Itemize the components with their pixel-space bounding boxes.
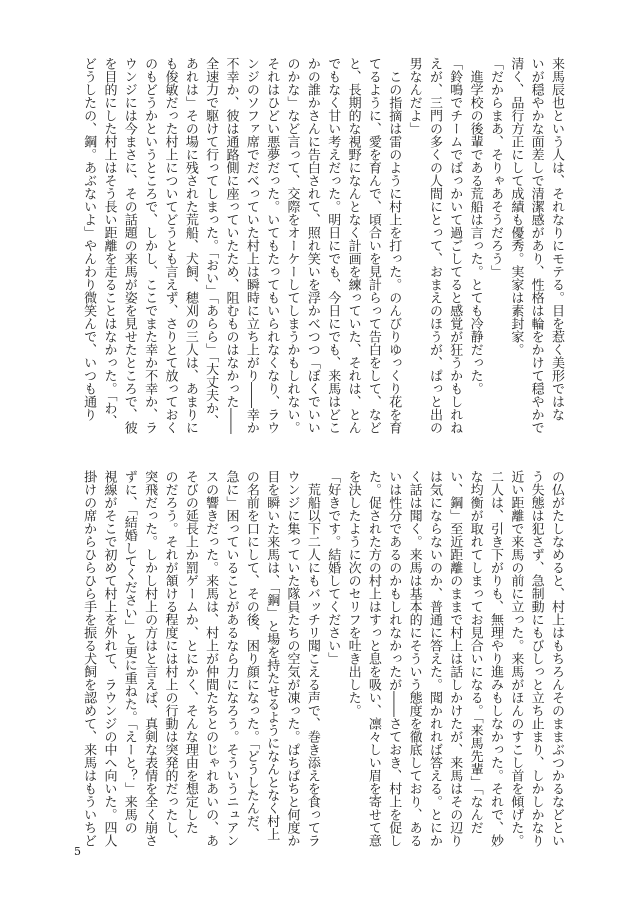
text-line: い、鋼」至近距離のままで村上は話しかけたが、来馬はその辺り [447, 470, 463, 847]
text-line: う失態は犯さず、急制動にもびしっと立ち止まり、しかしかなり [528, 470, 544, 847]
text-line: を決したように次のセリフを吐き出した。 [345, 470, 361, 717]
text-line: ウンジには今まさに、その話題の来馬が姿を見せたところで、彼 [121, 57, 137, 434]
text-line: 清く、品行方正にして成績も優秀。実家は素封家。 [508, 57, 524, 356]
text-line: でもなく甘い考えだった。明日にでも、今日にでも、来馬はどこ [325, 57, 341, 434]
text-line: く話は聞く。来馬は基本的にそういう態度を徹底しており、ある [406, 470, 422, 847]
text-line: ンジのソファ席でだべっていた村上は瞬時に立ち上がり――幸か [243, 57, 259, 434]
text-line: 近い距離で来馬の前に立った。来馬がほんのすこし首を傾げた。 [508, 470, 524, 847]
text-line: スの響きだった。来馬は、村上が仲間たちとのじゃれあいの、あ [203, 470, 219, 847]
text-line: 男なんだよ」 [406, 57, 422, 135]
text-line: いが穏やかな面差しで清潔感があり、性格は輪をかけて穏やかで [528, 57, 544, 434]
text-line: の名前を口にして、その後、困り顔になった。「どうしたんだ、 [243, 470, 259, 841]
upper-text-block [77, 57, 566, 449]
text-line: を目的にした村上はそう長い距離を走ることはなかった。「わ、 [101, 57, 117, 428]
text-line: 不幸か、彼は通路側に座っていたため、阻むものはなかった―― [223, 57, 239, 434]
text-line: 急に」困っていることがあるなら力になろう。そういうニュアン [223, 470, 239, 847]
page-number: 5 [74, 845, 81, 858]
text-line: のだろう。それが頷ける程度には村上の行動は突発的だったし、 [162, 470, 178, 847]
text-line: そびの延長上か罰ゲームか、とにかく、そんな理由を想定した [182, 470, 198, 834]
text-line: 進学校の後輩である荒船は言った。とても冷静だった。 [467, 57, 483, 395]
text-line: ウンジに集っていた隊員たちの空気が凍った。ぱちぱちと何度か [284, 470, 300, 847]
text-line: のかな」など言って、交際をオーケーしてしまうかもしれない。 [284, 57, 300, 434]
text-line: この指摘は雷のように村上を打った。のんびりゆっくり花を育 [386, 57, 402, 434]
lower-text-block [77, 470, 566, 862]
text-line: 二人は、引き下がりも、無理やり進みもしなかった。それで、妙 [487, 470, 503, 847]
text-line: てるように、愛を育んで、頃合いを見計らって告白をして、など [365, 57, 381, 434]
text-line: どうしたの、鋼。あぶないよ」やんわり微笑んで、いつも通り [81, 57, 97, 421]
text-line: いは性分であるのかもしれなかったが――さておき、村上を促し [386, 470, 402, 847]
text-line: のもどうかというところで、しかし、ここでまた幸か不幸か、ラ [142, 57, 158, 434]
text-line: 突飛だった。しかし村上の方はと言えば、真剣な表情を全く崩さ [142, 470, 158, 847]
text-line: の仏がたしなめると、村上はもちろんそのままぶつかるなどとい [549, 470, 564, 847]
text-line: 視線がそこで初めて村上を外れて、ラウンジの中へ向いた。四人 [101, 470, 117, 847]
text-line: 荒船以下二人にもバッチリ聞こえる声で、巻き添えを食ってラ [304, 470, 320, 847]
text-line: 全速力で駆けて行ってしまった。「おい」「あらら」「大丈夫か、 [203, 57, 219, 428]
text-line: あれは」その場に残された荒船、犬飼、穂刈の三人は、あまりに [182, 57, 198, 434]
text-line: それはひどい悪夢だった。いてもたってもいられなくなり、ラウ [264, 57, 280, 434]
text-line: えが、三門の多くの人間にとって、おまえのほうが、ぱっと出の [426, 57, 442, 434]
text-line: かの誰かさんに告白されて、照れ笑いを浮かべつつ「ぼくでいい [304, 57, 320, 434]
text-line: た。促された方の村上はすっと息を吸い、凛々しい眉を寄せて意 [365, 470, 381, 847]
text-line: ずに、「結婚してください」と更に重ねた。「えーと？」来馬の [121, 470, 137, 834]
text-line: 目を瞬いた来馬は、「鋼」と場を持たせるようになんとなく村上 [264, 470, 280, 841]
text-line: と、長期的な視野になんとなく計画を練っていた、それは、とん [345, 57, 361, 434]
text-line: も俊敏だった村上についてどうとも言えず、さりとて放っておく [162, 57, 178, 434]
text-line: 掛けの席からひらひら手を振る犬飼を認めて、来馬はもういちど [81, 470, 97, 847]
text-line: 「好きです。結婚してください」 [325, 470, 341, 665]
text-line: は気にならないのか、普通に答えた。聞かれれば答える。とにか [426, 470, 442, 847]
text-line: 「だからまあ、そりゃあそうだろう」 [487, 57, 503, 278]
text-line: 「鈴鳴でチームでばっかいて過ごしてると感覚が狂うかもしれね [447, 57, 463, 434]
text-line: 来馬辰也という人は、それなりにモテる。目を惹く美形ではな [549, 57, 564, 421]
text-line: な均衡が取れてしまってお見合いになる。「来馬先輩」「なんだ [467, 470, 483, 834]
